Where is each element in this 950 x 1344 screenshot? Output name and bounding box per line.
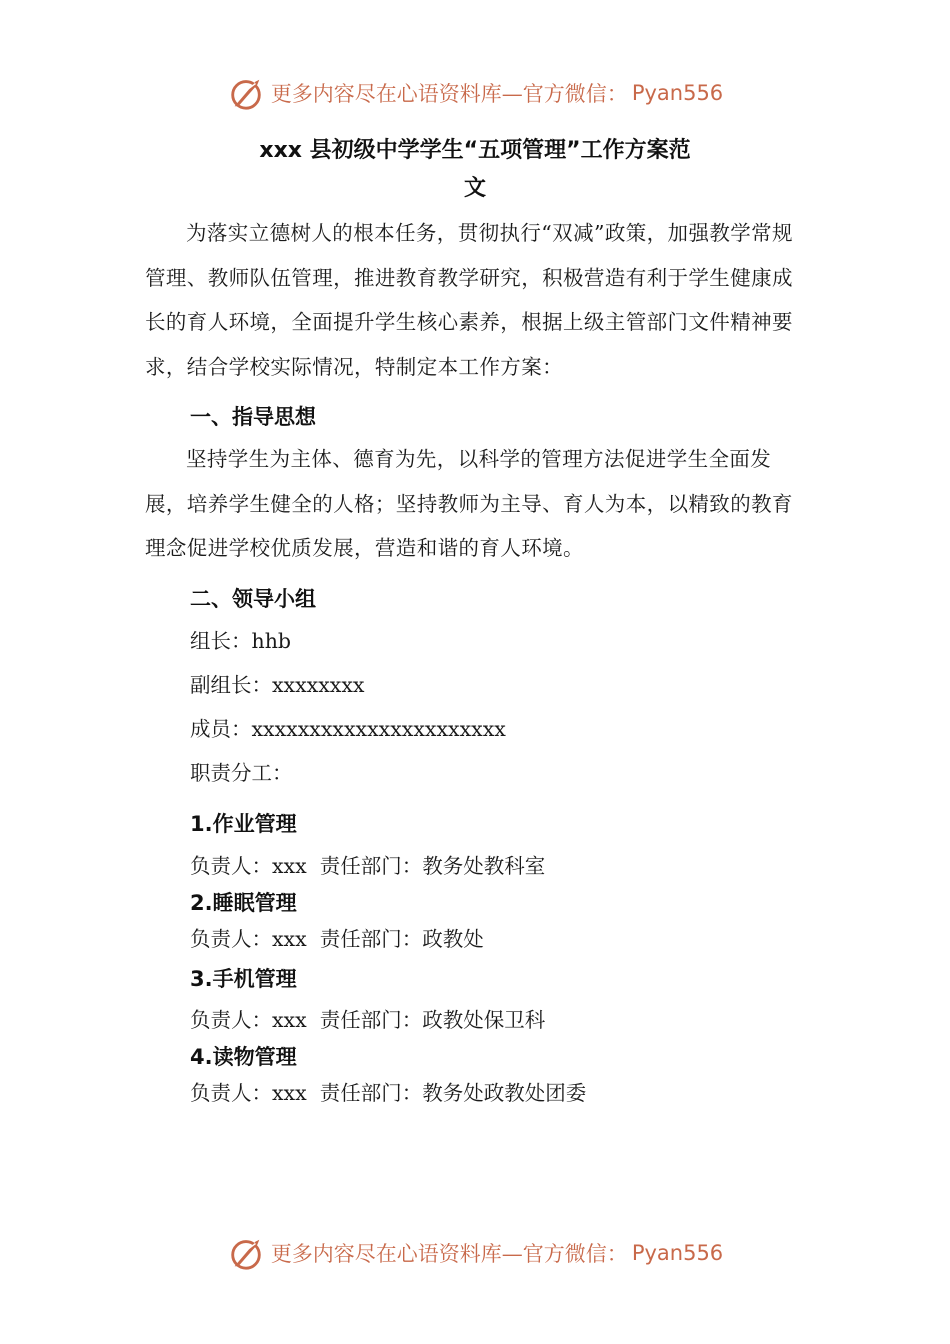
banner-text: 更多内容尽在心语资料库—官方微信： — [270, 1242, 628, 1266]
banner-text: 更多内容尽在心语资料库—官方微信： — [270, 82, 628, 106]
quill-logo-icon — [227, 1234, 265, 1272]
item-heading-phone: 3.手机管理 — [190, 967, 297, 991]
banner-wechat-id: Pyan556 — [631, 1241, 724, 1265]
quill-logo-icon — [227, 74, 265, 112]
intro-paragraph: 为落实立德树人的根本任务，贯彻执行“双减”政策，加强教学常规管理、教师队伍管理，推进教育教学研究，积极营造有利于学生健康成长的育人环境，全面提升学生核心素养，根据上级主管部门文件精神要求，结合学校实际情况，特制定本工作方案： — [145, 221, 793, 379]
item-detail-sleep: 负责人：xxx 责任部门：政教处 — [190, 927, 484, 951]
group-leader: 组长：hhb — [190, 629, 292, 653]
banner-wechat-id: Pyan556 — [631, 81, 724, 105]
item-detail-homework: 负责人：xxx 责任部门：教务处教科室 — [190, 854, 546, 878]
section-heading-leadership-group: 二、领导小组 — [190, 587, 316, 611]
group-members: 成员：xxxxxxxxxxxxxxxxxxxxxx — [190, 717, 506, 741]
section-body-guiding-ideology: 坚持学生为主体、德育为先，以科学的管理方法促进学生全面发展，培养学生健全的人格；坚持教师为主导、育人为本，以精致的教育理念促进学校优质发展，营造和谐的育人环境。 — [145, 447, 793, 560]
document-title: xxx 县初级中学学生“五项管理”工作方案范 — [259, 138, 691, 163]
item-detail-reading: 负责人：xxx 责任部门：教务处政教处团委 — [190, 1081, 587, 1105]
item-heading-homework: 1.作业管理 — [190, 812, 297, 836]
item-heading-sleep: 2.睡眠管理 — [190, 891, 297, 915]
document-title-continued: 文 — [463, 176, 486, 201]
header-banner — [0, 70, 950, 116]
footer-banner — [0, 1230, 950, 1276]
item-detail-phone: 负责人：xxx 责任部门：政教处保卫科 — [190, 1008, 546, 1032]
item-heading-reading: 4.读物管理 — [190, 1045, 297, 1069]
section-heading-guiding-ideology: 一、指导思想 — [190, 405, 316, 429]
duty-division-label: 职责分工： — [190, 761, 293, 785]
group-deputy-leader: 副组长：xxxxxxxx — [190, 673, 365, 697]
